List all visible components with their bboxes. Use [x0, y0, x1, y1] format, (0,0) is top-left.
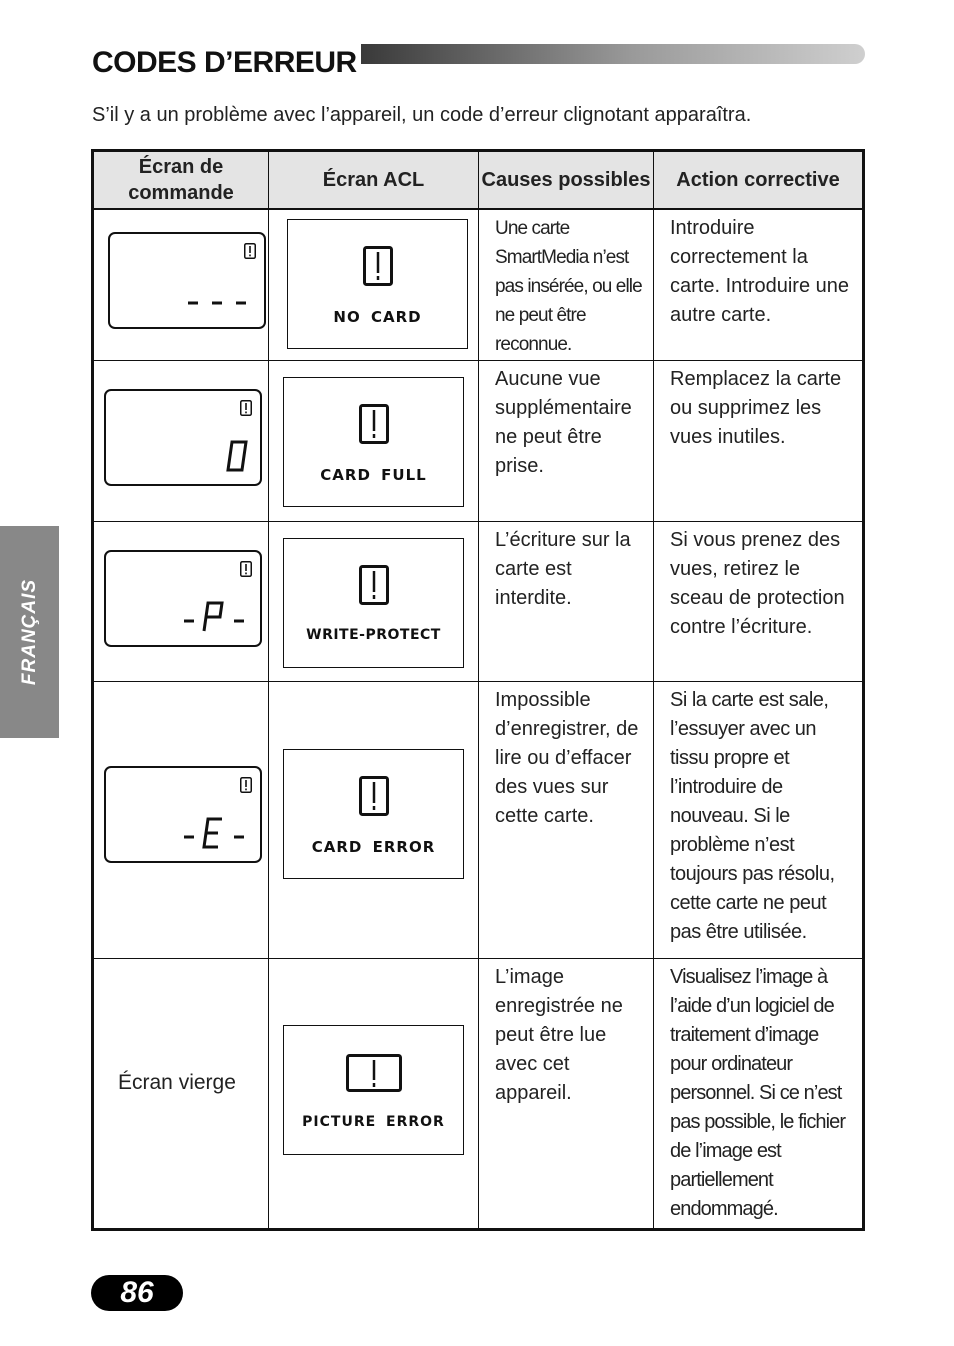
table-row	[93, 209, 864, 361]
command-display-cell	[93, 682, 269, 959]
table-row	[93, 361, 864, 522]
warning-icon	[346, 1054, 402, 1092]
zero-segment-display	[180, 436, 250, 476]
action-cell: Introduire correctement la carte. Introduire une autre carte.	[654, 209, 864, 361]
page-title: CODES D’ERREUR	[92, 44, 361, 82]
lcd-message: WRITE-PROTECT	[306, 627, 441, 643]
action-cell: Remplacez la carte ou supprimez les vues inutiles.	[654, 361, 864, 522]
action-cell: Si vous prenez des vues, retirez le sceau de protection contre l’écriture.	[654, 522, 864, 682]
lcd-panel	[283, 377, 464, 507]
e-segment-display	[180, 813, 250, 853]
page-number-badge	[91, 1275, 183, 1311]
lcd-panel	[283, 749, 464, 879]
cause-cell: Une carte SmartMedia n’est pas insérée, ou elle ne peut être reconnue.	[479, 209, 654, 361]
lcd-panel	[287, 219, 468, 349]
header-lcd-display: Écran ACL	[269, 151, 479, 209]
header-command-display: Écran de commande	[93, 151, 269, 209]
lcd-display-cell	[269, 959, 479, 1230]
warning-icon	[244, 243, 256, 259]
lcd-message: PICTURE ERROR	[302, 1114, 445, 1130]
lcd-message: CARD ERROR	[311, 838, 436, 856]
command-display-cell	[93, 361, 269, 522]
language-tab	[0, 526, 59, 738]
blank-screen-label: Écran vierge	[118, 1071, 236, 1094]
cause-cell: L’écriture sur la carte est interdite.	[479, 522, 654, 682]
page-number: 86	[120, 1276, 154, 1309]
action-cell: Si la carte est sale, l’essuyer avec un tissu propre et l’introduire de nouveau. Si le problème n’est toujours pas résolu, cette carte ne peut pas être utilisée.	[654, 682, 864, 959]
warning-icon	[240, 777, 252, 793]
lcd-display-cell	[269, 209, 479, 361]
cause-cell: Aucune vue supplémentaire ne peut être prise.	[479, 361, 654, 522]
header-action: Action corrective	[654, 151, 864, 209]
table-header-row	[93, 151, 864, 209]
dashes-segment-display	[184, 279, 254, 319]
command-display-panel	[104, 766, 262, 863]
command-display-panel	[108, 232, 266, 329]
error-codes-table	[91, 149, 865, 1231]
header-causes: Causes possibles	[479, 151, 654, 209]
intro-text: S’il y a un problème avec l’appareil, un code d’erreur clignotant apparaîtra.	[92, 104, 752, 126]
lcd-panel	[283, 1025, 464, 1155]
lcd-message: NO CARD	[333, 307, 422, 326]
warning-icon	[240, 561, 252, 577]
command-display-panel	[104, 389, 262, 486]
lcd-display-cell	[269, 522, 479, 682]
language-tab-label: FRANÇAIS	[18, 578, 40, 686]
p-segment-display	[180, 597, 250, 637]
action-cell: Visualisez l’image à l’aide d’un logiciel de traitement d’image pour ordinateur personnel. Si ce n’est pas possible, le fichier de l’image est partiellement endommagé.	[654, 959, 864, 1230]
command-display-cell	[93, 522, 269, 682]
cause-cell: L’image enregistrée ne peut être lue avec cet appareil.	[479, 959, 654, 1230]
warning-icon	[359, 565, 389, 605]
cause-cell: Impossible d’enregistrer, de lire ou d’effacer des vues sur cette carte.	[479, 682, 654, 959]
command-display-panel	[104, 550, 262, 647]
warning-icon	[359, 404, 389, 444]
warning-icon	[240, 400, 252, 416]
table-row	[93, 522, 864, 682]
command-display-cell	[93, 209, 269, 361]
lcd-message: CARD FULL	[320, 466, 427, 484]
lcd-display-cell	[269, 361, 479, 522]
warning-icon	[359, 776, 389, 816]
lcd-display-cell	[269, 682, 479, 959]
warning-icon	[363, 246, 393, 286]
command-display-cell	[93, 959, 269, 1230]
table-row	[93, 959, 864, 1230]
table-row	[93, 682, 864, 959]
lcd-panel	[283, 538, 464, 668]
